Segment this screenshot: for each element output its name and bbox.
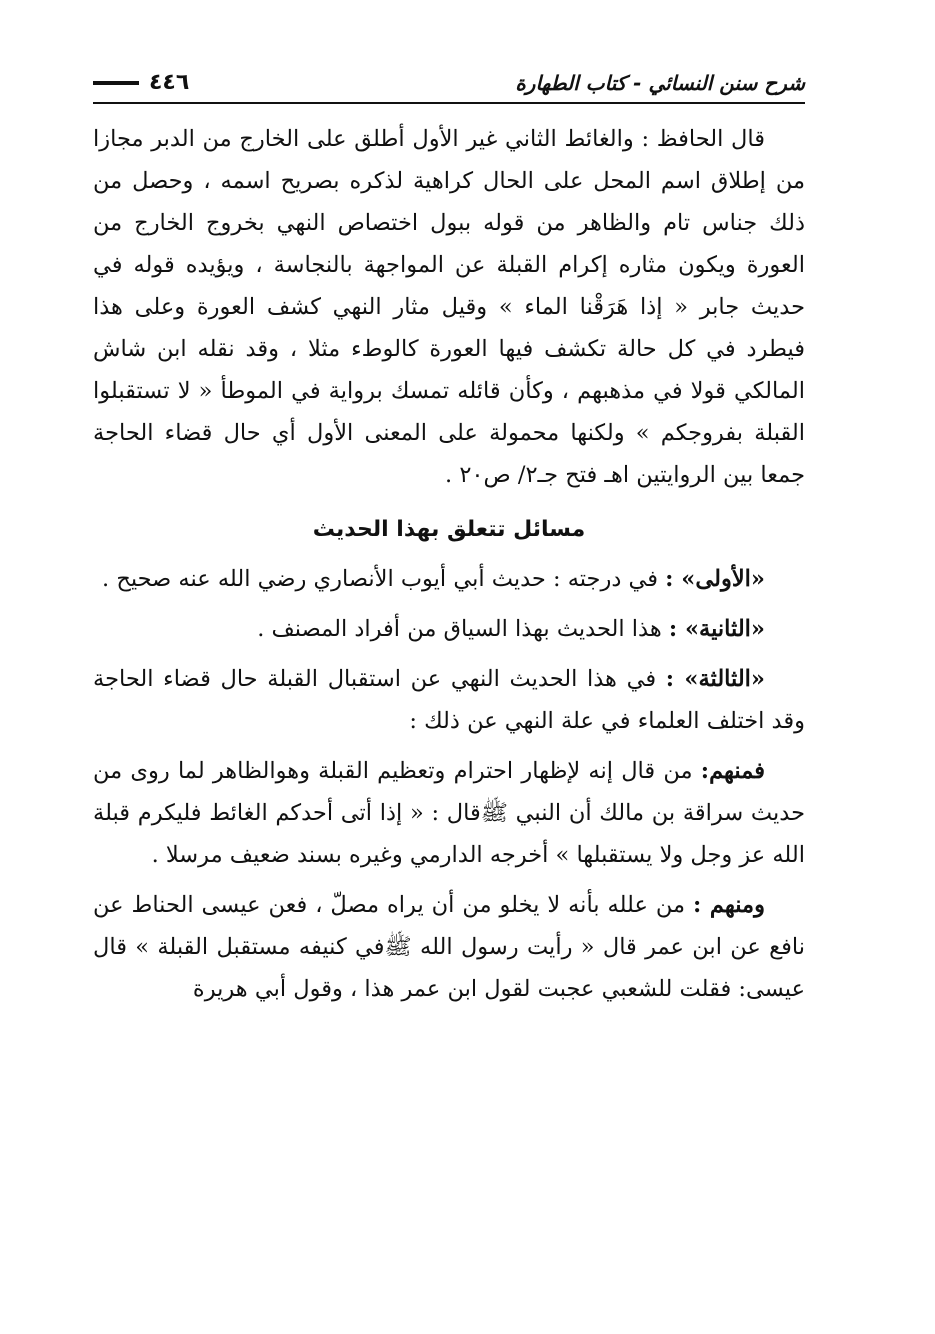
issue-first-label: «الأولى» : (665, 566, 765, 592)
page-number-group (93, 70, 199, 96)
issue-second-text: هذا الحديث بهذا السياق من أفراد المصنف . (257, 616, 662, 642)
issue-third (93, 658, 805, 742)
issue-second-label: «الثانية» : (668, 616, 765, 642)
issue-second (93, 608, 805, 650)
running-header (93, 70, 805, 110)
issue-third-label: «الثالثة» : (665, 666, 765, 692)
page-number: ٤٤٦ (149, 70, 190, 95)
issue-first (93, 558, 805, 600)
opinion-first (93, 750, 805, 876)
opinion-second-label: ومنهم : (692, 892, 765, 918)
opinion-second (93, 884, 805, 1010)
issue-third-text: في هذا الحديث النهي عن استقبال القبلة حال قضاء الحاجة وقد اختلف العلماء في علة النهي عن ذلك : (93, 666, 805, 734)
opinion-first-text: من قال إنه لإظهار احترام وتعظيم القبلة وهوالظاهر لما روى من حديث سراقة بن مالك أن النبي ﷺقال : « إذا أتى أحدكم الغائط فليكرم قبلة الله عز وجل ولا يستقبلها » أخرجه الدارمي وغيره بسند ضعيف مرسلا . (93, 758, 805, 868)
issue-first-text: في درجته : حديث أبي أيوب الأنصاري رضي الله عنه صحيح . (102, 566, 659, 592)
opinion-first-label: فمنهم: (700, 758, 765, 784)
paragraph-hafiz-commentary: قال الحافظ : والغائط الثاني غير الأول أطلق على الخارج من الدبر مجازا من إطلاق اسم المحل على الحال كراهية لذكره بصريح اسمه ، وحصل من ذلك جناس تام والظاهر من قوله ببول اختصاص النهي بخروج الخارج من العورة ويكون مثاره إكرام القبلة عن المواجهة بالنجاسة ، ويؤيده قوله في حديث جابر « إذا هَرَقْنا الماء » وقيل مثار النهي كشف العورة وعلى هذا فيطرد في كل حالة تكشف فيها العورة كالوطء مثلا ، وقد نقله ابن شاش المالكي قولا في مذهبهم ، وكأن قائله تمسك برواية في الموطأ « لا تستقبلوا القبلة بفروجكم » ولكنها محمولة على المعنى الأول أي حال قضاء الحاجة جمعا بين الروايتين اهـ فتح جـ٢/ ص٢٠ . (93, 126, 805, 488)
header-rule (93, 102, 805, 104)
opinion-second-text: من علله بأنه لا يخلو من أن يراه مصلّ ، فعن عيسى الحناط عن نافع عن ابن عمر قال « رأيت رسول الله ﷺفي كنيفه مستقبل القبلة » قال عيسى: فقلت للشعبي عجبت لقول ابن عمر هذا ، وقول أبي هريرة (93, 892, 805, 1002)
page-body (93, 118, 805, 1010)
running-title: شرح سنن النسائي - كتاب الطهارة (515, 71, 805, 95)
section-title: مسائل تتعلق بهذا الحديث (312, 517, 586, 542)
header-dash (93, 81, 139, 85)
